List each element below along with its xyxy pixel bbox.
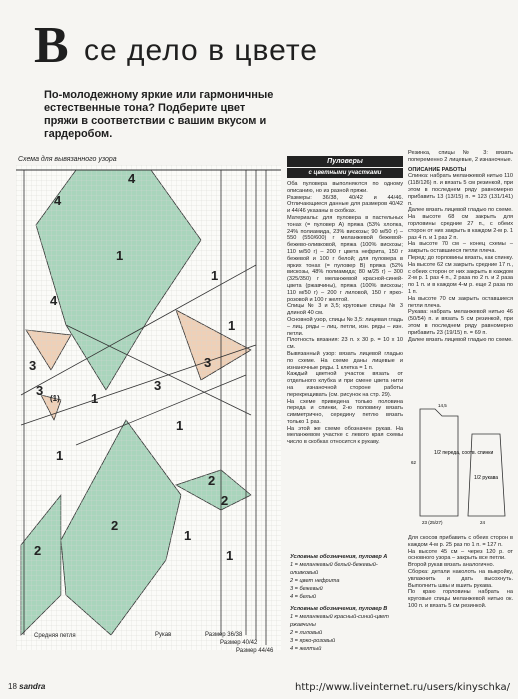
- paragraph: Далее вязать лицевой гладью по схеме.: [408, 207, 513, 214]
- chart-label-sleeve: Рукав: [155, 632, 172, 638]
- chart-number: 1: [211, 268, 219, 283]
- chart-number: 1: [56, 448, 64, 463]
- paragraph: Спицы № 3 и 3,5; круговые спицы № 3 длиной 40 см.: [287, 303, 403, 317]
- dim-left: 62: [411, 460, 417, 465]
- paragraph: Рукава: набрать меланжевой нитью 46 (50/54) п. и вязать 5 см резинкой, при этом в последнем ряду равномерно прибавить 23 (19/15) п. = 69 п.: [408, 309, 513, 336]
- paragraph: Оба пуловера выполняются по одному описанию, но из разной пряжи.: [287, 181, 403, 194]
- column-2-bottom: [408, 535, 513, 610]
- paragraph: Размеры: 36/38, 40/42 и 44/46. Отличающиеся данные для размеров 40/42 и 44/46 указаны в скобках.: [287, 194, 403, 215]
- paragraph: На высоте 70 см закрыть оставшиеся петли плеча.: [408, 295, 513, 309]
- paragraph: На схеме приведена только половина переда и спинки, 2-ю половину вязать симметрично, середину петлю вязать только 1 раз.: [287, 398, 403, 425]
- chart-number: 1: [91, 391, 99, 406]
- page-title: се дело в цвете: [84, 34, 318, 67]
- chart-label-size-3: Размер 44/46: [236, 648, 274, 654]
- paragraph: Плотность вязания: 23 п. х 30 р. = 10 х 10 см.: [287, 337, 403, 351]
- legend-item: 3 = бежевый: [290, 586, 323, 592]
- column-1: [287, 156, 403, 446]
- chart-number: 4: [128, 171, 136, 186]
- chart-number: 1: [176, 418, 184, 433]
- chart-number: 2: [111, 518, 119, 533]
- chart-number: 3: [154, 378, 162, 393]
- paragraph: На этой же схеме обозначен рукав. На меланжевом участке с левого края схемы число в скобках относится к рукаву.: [287, 425, 403, 446]
- brand-name: sandra: [19, 682, 46, 691]
- dim-sleeve-width: 24: [480, 520, 486, 525]
- paragraph: По краю горловины набрать на круговые спицы меланжевой нитью ок. 100 п. и вязать 5 см резинкой.: [408, 589, 513, 609]
- paragraph: Резинка, спицы № 3: вязать попеременно 2 лицевые, 2 изнаночные.: [408, 150, 513, 163]
- chart-number: (1): [50, 394, 60, 403]
- paragraph: Спинка: набрать меланжевой нитью 110 (118/126) п. и вязать 5 см резинкой, при этом в последнем ряду равномерно прибавить 13 (13/15) п. = 123 (131/141) п.: [408, 173, 513, 207]
- column-2: [408, 150, 513, 343]
- legend-item: 2 = лиловый: [290, 630, 323, 636]
- legend-item: 1 = меланжевый красный-синий-цвет ржавчины: [290, 614, 389, 628]
- paragraph: На высоте 45 см – через 120 р. от основного узора – закрыть все петли.: [408, 548, 513, 562]
- chart-number: 1: [228, 318, 236, 333]
- front-piece-outline: [420, 409, 458, 516]
- paragraph: На высоте 70 см – конец схемы – закрыть оставшиеся петли плеча.: [408, 241, 513, 255]
- paragraph: Для скосов прибавить с обеих сторон в каждом 4-м р. 25 раз по 1 п. = 127 п.: [408, 535, 513, 548]
- dim-top: 14,5: [438, 404, 447, 408]
- legend-item: 1 = меланжевый белый-бежевый-оливковый: [290, 562, 378, 576]
- paragraph: Каждый цветной участок вязать от отдельного клубка и при смене цвета нити на изнаночной стороне работы перекрещивать (см. рисунок на стр. 29).: [287, 371, 403, 398]
- garment-schematic: [410, 404, 510, 530]
- chart-number: 1: [116, 248, 124, 263]
- chart-number: 1: [184, 528, 192, 543]
- legend-a-title: Условные обозначения, пуловер А: [290, 554, 388, 560]
- paragraph: Материалы: для пуловера в пастельных тонах (= пуловер А) пряжа (53% хлопка, 24% полиамида, 23% вискозы; 90 м/50 г) – 550 (550/600) г меланжевой бежевой-бежево-оливковой, пряжа (100% вискозы; 110 м/50 г) – 200 г цвета нефрита, 150 г бежевой и 100 г белой; для пуловера в ярких тонах (= пуловер В) пряжа (52% вискозы, 48% полиамида; 80 м/25 г) – 300 (325/350) г меланжевой красной-синей-цвета (ржавчины), пряжа (100% вискозы; 110 м/50 г) – 200 г лиловой, 150 г ярко-розовой и 100 г желтой.: [287, 214, 403, 303]
- chart-caption: Схема для вывязанного узора: [18, 156, 117, 163]
- legend-item: 2 = цвет нефрита: [290, 578, 340, 584]
- chart-number: 3: [36, 383, 44, 398]
- chart-number: 2: [221, 493, 229, 508]
- sleeve-label: 1/2 рукава: [474, 475, 499, 481]
- chart-number: 2: [208, 473, 216, 488]
- legend-item: 4 = желтый: [290, 646, 322, 652]
- paragraph: Основной узор, спицы № 3,5: лицевая гладь – лиц. ряды – лиц. петли, изн. ряды – изн. петли.: [287, 316, 403, 337]
- chart-number: 4: [54, 193, 62, 208]
- legend-b-title: Условные обозначения, пуловер В: [290, 606, 388, 612]
- section-subtitle: с цветными участками: [287, 168, 403, 178]
- chart-number: 2: [34, 543, 42, 558]
- chart-number: 3: [29, 358, 37, 373]
- page-footer: [8, 682, 45, 691]
- paragraph: Далее вязать лицевой гладью по схеме.: [408, 336, 513, 343]
- source-url: http://www.liveinternet.ru/users/kinyschka/: [295, 682, 510, 693]
- dim-width: 23 (25/27): [422, 520, 443, 525]
- chart-number: 3: [204, 355, 212, 370]
- paragraph: На высоте 68 см закрыть для горловины средние 27 п., с обеих сторон от них закрыть в каждом 2-м р. 1 раз 4 п. и 1 раз 2 п.: [408, 214, 513, 241]
- paragraph: Второй рукав вязать аналогично.: [408, 562, 495, 569]
- section-title: Пуловеры: [287, 156, 403, 167]
- legend-item: 3 = ярко-розовый: [290, 638, 336, 644]
- chart-label-size-1: Размер 36/38: [205, 632, 243, 638]
- paragraph: Вывязанный узор: вязать лицевой гладью по схеме. На схеме даны лицевые и изнаночные ряды. 1 клетка = 1 п.: [287, 350, 403, 371]
- chart-number: 4: [50, 293, 58, 308]
- chart-number: 1: [226, 548, 234, 563]
- front-label: 1/2 переда, соотв. спинки: [434, 450, 494, 456]
- paragraph: Сборка: детали наколоть на выкройку, увлажнить и дать высохнуть. Выполнить швы и вшить рукава.: [408, 568, 513, 589]
- page-title-initial: В: [34, 17, 68, 74]
- paragraph: Перед: до горловины вязать, как спинку. На высоте 62 см закрыть средние 17 п., с обеих сторон от них закрыть в каждом 2-м р. 1 раз 4 п., 2 раза по 2 п. и 2 раза по 1 п. и в каждом 4-м р. еще 2 раза по 1 п.: [408, 254, 513, 295]
- chart-label-middle-stitch: Средняя петля: [34, 633, 76, 639]
- section-heading: ОПИСАНИЕ РАБОТЫ: [408, 166, 467, 173]
- legend-item: 4 = белый: [290, 594, 316, 600]
- intro-text: По-молодежному яркие или гармоничные естественные тона? Подберите цвет пряжи в соответствии с вашим вкусом и гардеробом.: [44, 89, 274, 140]
- knitting-chart: [16, 165, 281, 650]
- legend: [290, 553, 402, 653]
- chart-label-size-2: Размер 40/42: [220, 640, 258, 646]
- page-number: 18: [8, 682, 17, 691]
